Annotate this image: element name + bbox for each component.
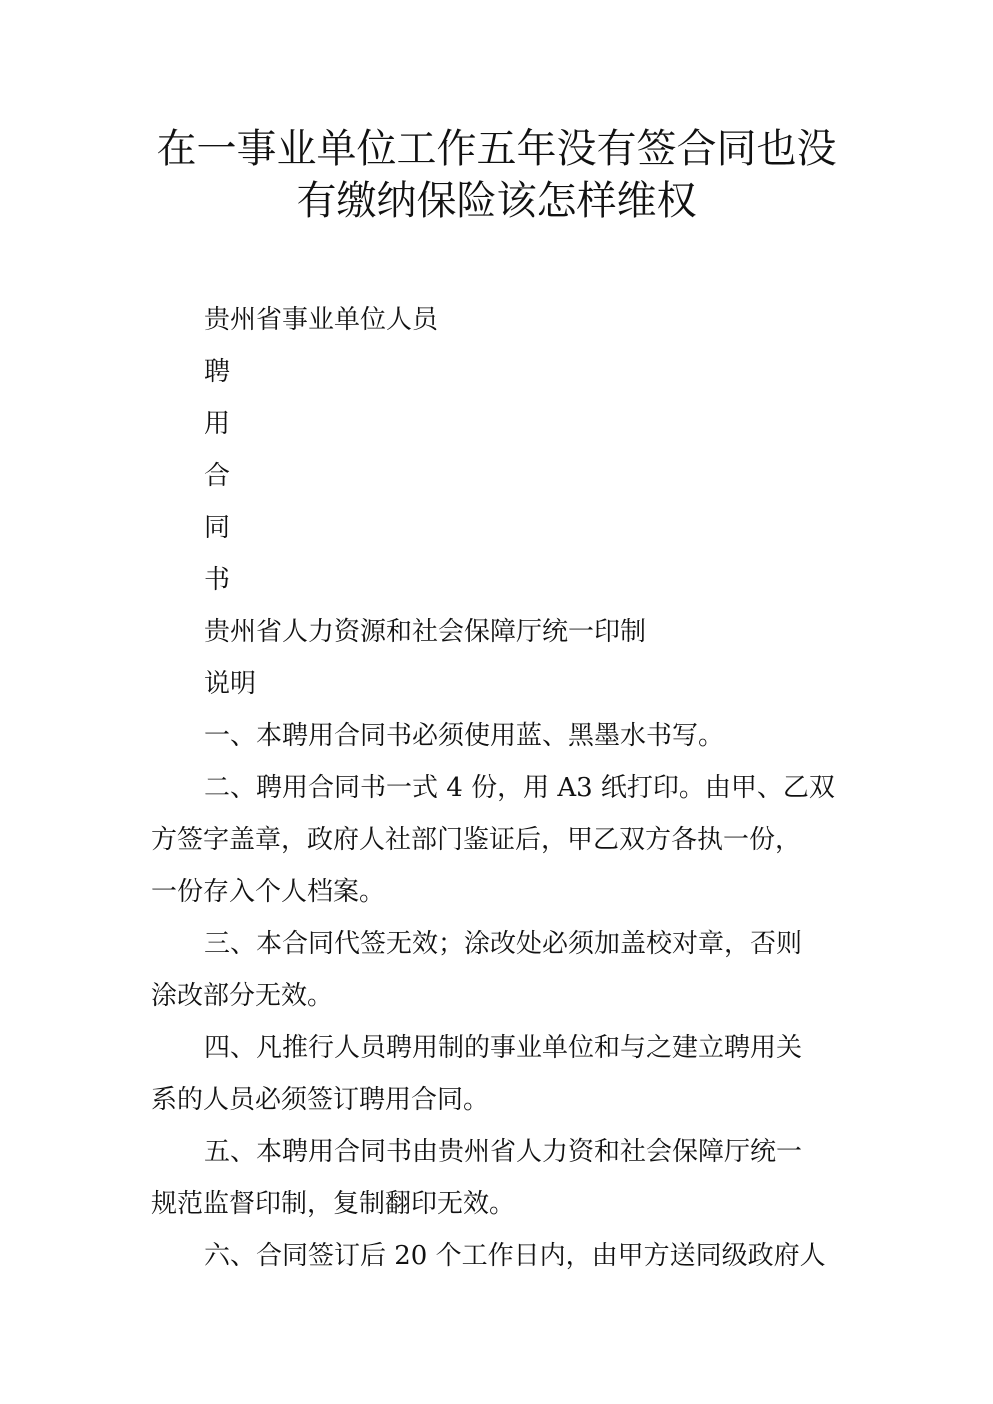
paragraph-line: 一份存入个人档案。 [151,877,386,907]
heading-char: 用 [204,409,231,439]
notes-heading: 说明 [204,669,257,699]
paragraph-line: 四、凡推行人员聘用制的事业单位和与之建立聘用关 [204,1033,803,1063]
paragraph-line: 六、合同签订后 20 个工作日内，由甲方送同级政府人 [204,1241,826,1271]
paragraph-line: 五、本聘用合同书由贵州省人力资和社会保障厅统一 [204,1137,803,1167]
heading-char: 聘 [204,357,231,387]
document-title-line-2: 有缴纳保险该怎样维权 [296,178,697,224]
heading-line: 贵州省事业单位人员 [204,305,439,335]
document-title-line-1: 在一事业单位工作五年没有签合同也没 [156,126,837,172]
paragraph-line: 方签字盖章，政府人社部门鉴证后，甲乙双方各执一份， [151,825,802,855]
heading-char: 合 [204,461,231,491]
paragraph-line: 一、本聘用合同书必须使用蓝、黑墨水书写。 [204,721,725,751]
paragraph-line: 二、聘用合同书一式 4 份，用 A3 纸打印。由甲、乙双 [204,773,835,803]
paragraph-line: 涂改部分无效。 [151,981,334,1011]
issuer-line: 贵州省人力资源和社会保障厅统一印制 [204,617,647,647]
paragraph-line: 规范监督印制，复制翻印无效。 [151,1189,516,1219]
heading-char: 同 [204,513,231,543]
heading-char: 书 [204,565,231,595]
paragraph-line: 三、本合同代签无效；涂改处必须加盖校对章，否则 [204,929,803,959]
paragraph-line: 系的人员必须签订聘用合同。 [151,1085,490,1115]
